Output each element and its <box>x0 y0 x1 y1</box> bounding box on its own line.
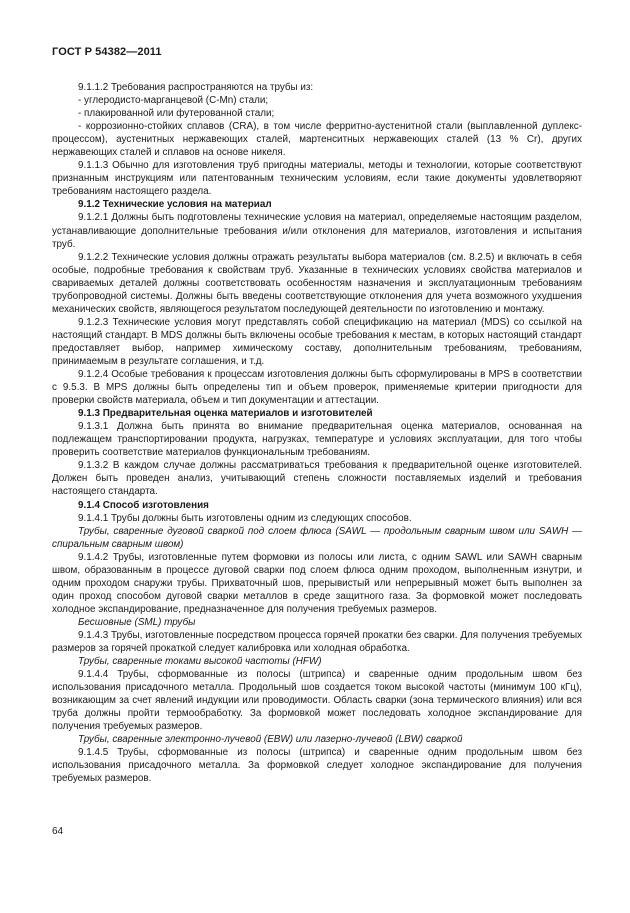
paragraph: 9.1.4.3 Трубы, изготовленные посредством процесса горячей прокатки без сварки. Для получения требуемых размеров за горячей прокаткой следует калибровка или холодная обработка. <box>52 629 582 655</box>
paragraph: 9.1.4.4 Трубы, сформованные из полосы (штрипса) и сваренные одним продольным швом без использования присадочного металла. Продольный шов создается током высокой частоты (минимум 100 кГц), возникающим за счет явлений индукции или проводимости. Область сварки (зона термического влияния) или вся труба должны пройти термообработку. За формовкой может последовать холодное экспандирование для получения требуемых размеров. <box>52 669 582 733</box>
paragraph: 9.1.3.2 В каждом случае должны рассматриваться требования к предварительной оценке изготовителей. Должен быть проведен анализ, учитывающий степень сложности поставляемых изделий и требования настоящего стандарта. <box>52 460 582 498</box>
paragraph: 9.1.2.1 Должны быть подготовлены технические условия на материал, определяемые настоящим разделом, устанавливающие дополнительные требования и/или отклонения для материалов, изготовления и испытания труб. <box>52 212 582 250</box>
paragraph: 9.1.1.3 Обычно для изготовления труб пригодны материалы, методы и технологии, которые соответствуют признанным инструкциям или патентованным техническим условиям, если такие документы удовлетворяют требованиям настоящего раздела. <box>52 160 582 198</box>
subheading-italic: Бесшовные (SML) трубы <box>78 616 196 628</box>
page-number: 64 <box>52 826 64 837</box>
paragraph: 9.1.4.5 Трубы, сформованные из полосы (штрипса) и сваренные одним продольным швом без использования присадочного металла. За формовкой следует холодное экспандирование для получения требуемых размеров. <box>52 747 582 785</box>
document-header: ГОСТ Р 54382—2011 <box>52 46 162 58</box>
paragraph: 9.1.1.2 Требования распространяются на трубы из: <box>78 82 314 93</box>
subheading-italic: Трубы, сваренные дуговой сваркой под слоем флюса (SAWL — продольным сварным швом или SAWH — спиральным сварным швом) <box>52 525 582 550</box>
paragraph: - коррозионно-стойких сплавов (CRA), в том числе ферритно-аустенитной стали (выплавленной дуплекс-процессом), аустенитных нержавеющих сталей, мартенситных нержавеющих сталей (13 % Cr), других нержавеющих сталей и сплавов на основе никеля. <box>52 121 582 159</box>
paragraph: 9.1.3.1 Должна быть принята во внимание предварительная оценка материалов, основанная на подлежащем транспортировании продукта, нагрузках, температуре и условиях эксплуатации, для того чтобы проверить соответствие материалов функциональным требованиям. <box>52 421 582 459</box>
paragraph: - углеродисто-марганцевой (C-Mn) стали; <box>78 95 269 107</box>
paragraph: - плакированной или футерованной стали; <box>78 108 275 120</box>
paragraph: 9.1.4.2 Трубы, изготовленные путем формовки из полосы или листа, с одним SAWL или SAWH сварным швом, образованным в процессе дуговой сварки под слоем флюса одним проходом, выполненным изнутри, и одним проходом снаружи трубы. Прихваточный шов, прерывистый или непрерывный может быть выполнен за один проход способом дуговой сварки металлов в среде защитного газа. За формовкой может последовать холодное экспандирование, предназначенное для получения требуемых размеров. <box>52 551 582 615</box>
section-heading: 9.1.2 Технические условия на материал <box>78 199 272 211</box>
subheading-italic: Трубы, сваренные электронно-лучевой (EBW) или лазерно-лучевой (LBW) сваркой <box>78 734 463 746</box>
subheading-italic: Трубы, сваренные токами высокой частоты (HFW) <box>78 656 322 668</box>
paragraph: 9.1.4.1 Трубы должны быть изготовлены одним из следующих способов. <box>78 512 412 524</box>
paragraph: 9.1.2.4 Особые требования к процессам изготовления должны быть сформулированы в MPS в соответствии с 9.5.3. В MPS должны быть определены тип и объем проверок, применяемые критерии пригодности для проверки свойств материала, объем и тип документации и аттестации. <box>52 369 582 407</box>
document-body <box>52 81 582 786</box>
section-heading: 9.1.4 Способ изготовления <box>78 499 209 511</box>
paragraph: 9.1.2.3 Технические условия могут представлять собой спецификацию на материал (MDS) со ссылкой на настоящий стандарт. В MDS должны быть включены особые требования к местам, в которых настоящий стандарт предоставляет выбор, например химическому составу, дополнительным требованиям, требованиям, принимаемым в результате соглашения, и т.д. <box>52 316 582 367</box>
paragraph: 9.1.2.2 Технические условия должны отражать результаты выбора материалов (см. 8.2.5) и включать в себя особые, подробные требования к свойствам труб. Указанные в технических условиях свойства материалов и свариваемых деталей должны соответствовать особенностям назначения и эксплуатационным требованиям трубопроводной системы. Должны быть введены соответствующие отклонения для учета возможного ухудшения механических свойств, являющегося результатом последующей деятельности по изготовлению и монтажу. <box>52 251 582 315</box>
section-heading: 9.1.3 Предварительная оценка материалов и изготовителей <box>78 408 373 420</box>
